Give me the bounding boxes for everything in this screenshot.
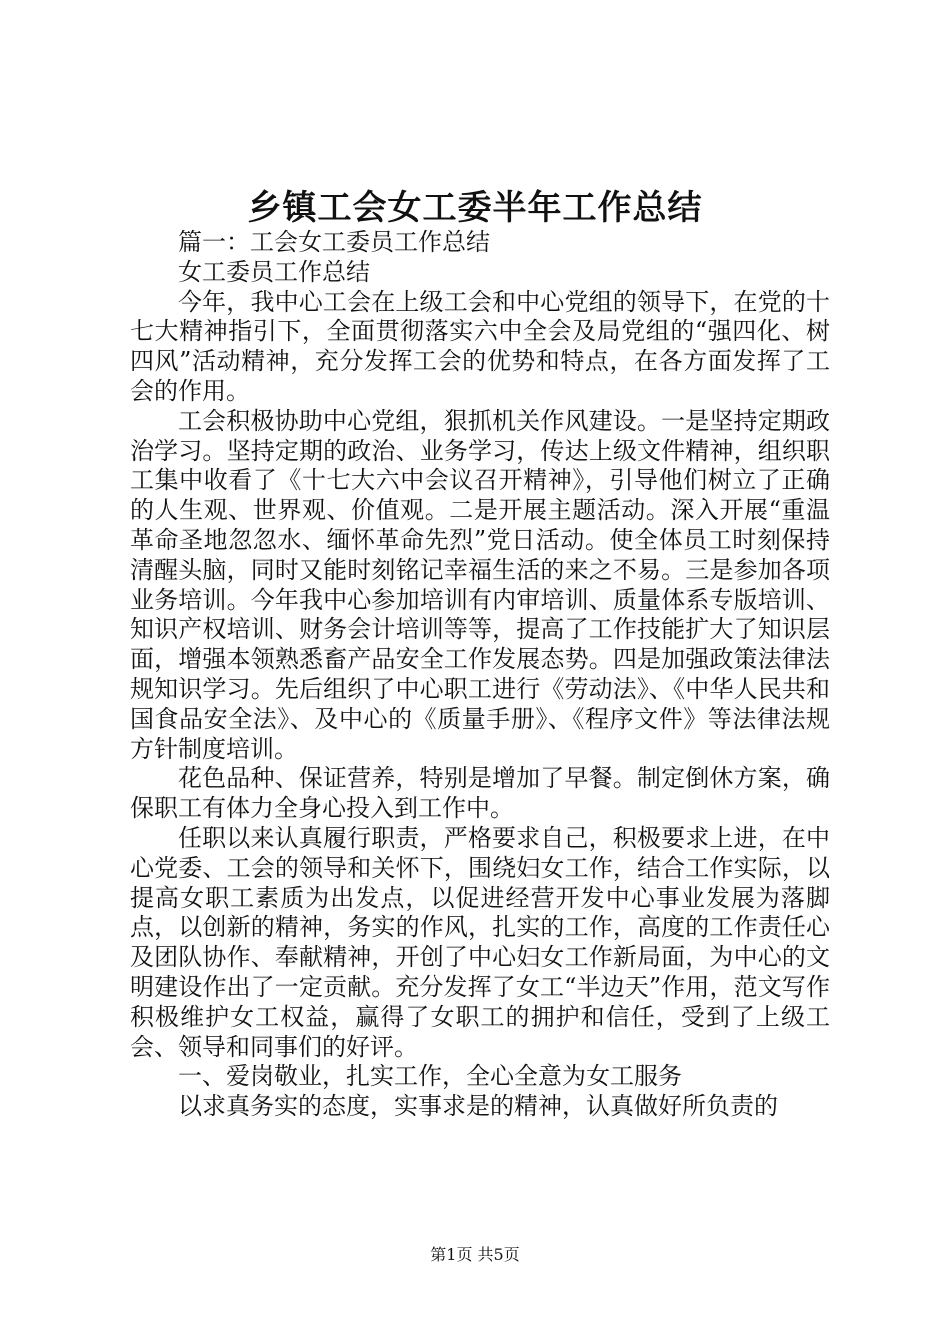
body-paragraph: 以求真务实的态度，实事求是的精神，认真做好所负责的 bbox=[178, 1092, 778, 1121]
page-number-footer: 第1页 共5页 bbox=[430, 1245, 520, 1264]
body-paragraph: 工会积极协助中心党组，狠抓机关作风建设。一是坚持定期政治学习。坚持定期的政治、业务学习，传达上级文件精神，组织职工集中收看了《十七大六中会议召开精神》，引导他们树立了正确的人生观、世界观、价值观。二是开展主题活动。深入开展“重温革命圣地忽忽水、缅怀革命先烈”党日活动。使全体员工时刻保持清醒头脑，同时又能时刻铭记幸福生活的来之不易。三是参加各项业务培训。今年我中心参加培训有内审培训、质量体系专版培训、知识产权培训、财务会计培训等等，提高了工作技能扩大了知识层面，增强本领熟悉畜产品安全工作发展态势。四是加强政策法律法规知识学习。先后组织了中心职工进行《劳动法》、《中华人民共和国食品安全法》、及中心的《质量手册》、《程序文件》等法律法规方针制度培训。 bbox=[130, 406, 830, 763]
body-paragraph: 任职以来认真履行职责，严格要求自己，积极要求上进，在中心党委、工会的领导和关怀下，围绕妇女工作，结合工作实际，以提高女职工素质为出发点，以促进经营开发中心事业发展为落脚点，以创新的精神，务实的作风，扎实的工作，高度的工作责任心及团队协作、奉献精神，开创了中心妇女工作新局面，为中心的文明建设作出了一定贡献。充分发挥了女工“半边天”作用，范文写作积极维护女工权益，赢得了女职工的拥护和信任，受到了上级工会、领导和同事们的好评。 bbox=[130, 823, 830, 1061]
section-heading: 篇一：工会女工委员工作总结 bbox=[178, 228, 490, 256]
document-body bbox=[130, 228, 830, 1122]
document-title: 乡镇工会女工委半年工作总结 bbox=[247, 188, 703, 228]
subtitle: 女工委员工作总结 bbox=[178, 257, 370, 286]
section-heading: 一、爱岗敬业，扎实工作，全心全意为女工服务 bbox=[178, 1062, 682, 1091]
body-paragraph: 花色品种、保证营养，特别是增加了早餐。制定倒休方案，确保职工有体力全身心投入到工作中。 bbox=[130, 764, 830, 823]
body-paragraph: 今年，我中心工会在上级工会和中心党组的领导下，在党的十七大精神指引下，全面贯彻落实六中全会及局党组的“强四化、树四风”活动精神，充分发挥工会的优势和特点，在各方面发挥了工会的作用。 bbox=[130, 287, 830, 405]
